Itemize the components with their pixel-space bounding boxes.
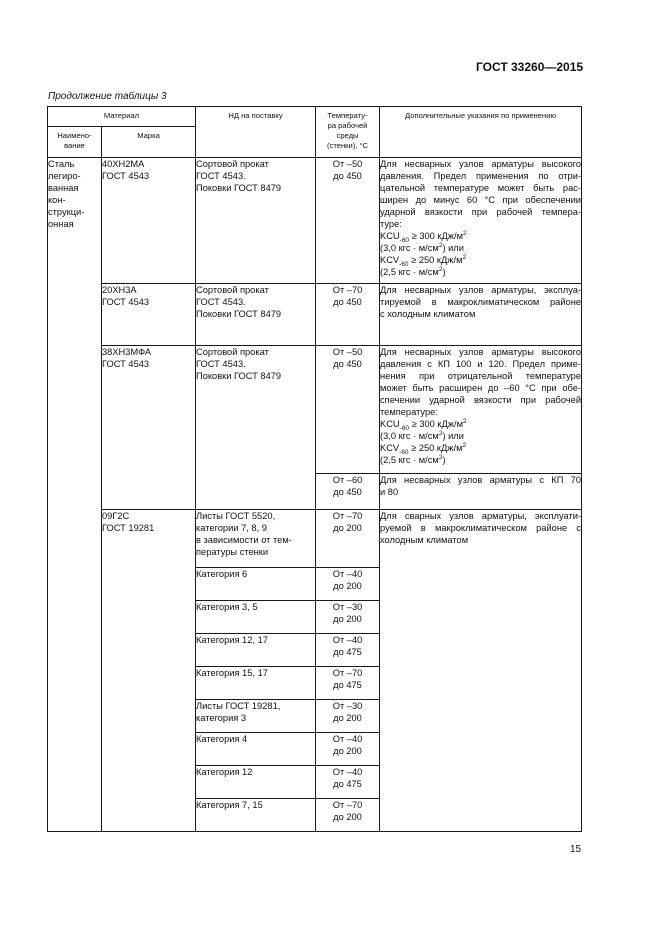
kcu-text: ≥ 300 кДж/м: [409, 419, 463, 429]
notes-line: холодным климатом: [380, 535, 469, 545]
kcv-text: ≥ 250 кДж/м: [408, 255, 463, 265]
nd-cell: [196, 766, 316, 799]
temp-line: От –40: [332, 569, 363, 579]
header-row-1: [48, 107, 582, 127]
kcu-kgs-sup: 2: [438, 241, 443, 249]
material-name-line: онная: [48, 219, 74, 229]
kcu-sup: 2: [462, 417, 467, 425]
temp-line: до 200: [333, 614, 362, 624]
kcu-text: ≥ 300 кДж/м: [409, 231, 463, 241]
nd-line: категории 7, 8, 9: [196, 523, 267, 533]
temp-line: до 200: [333, 812, 362, 822]
nd-line: Поковки ГОСТ 8479: [196, 183, 282, 193]
kcv-subscript: -60: [399, 448, 409, 456]
nd-line: Листы ГОСТ 5520,: [196, 511, 276, 521]
kcv-symbol: KCV: [380, 255, 400, 265]
nd-line: Сортовой прокат: [196, 159, 269, 169]
mark-line: 20ХН3А: [102, 285, 137, 295]
mark-cell: [102, 510, 196, 832]
temp-line: до 475: [333, 647, 362, 657]
kcv-value: [380, 254, 581, 266]
nd-cell: [196, 700, 316, 733]
temp-line: От –40: [332, 734, 363, 744]
header-material: Материал: [48, 107, 196, 127]
temp-cell: [316, 158, 380, 284]
table-caption: Продолжение таблицы 3: [48, 91, 167, 102]
notes-line: Для несварных узлов арматуры высокого: [380, 159, 582, 169]
notes-line: цательной температуре может быть рас-: [380, 183, 582, 193]
mark-line: ГОСТ 4543: [102, 171, 150, 181]
material-name-line: Сталь: [48, 159, 75, 169]
nd-line: категория 3: [196, 713, 247, 723]
temp-line: до 475: [333, 680, 362, 690]
kcv-kgs: [380, 266, 581, 278]
temp-cell: [316, 601, 380, 634]
nd-cell: [196, 733, 316, 766]
nd-cell: [196, 799, 316, 832]
header-name: [48, 127, 102, 158]
header-name-line: Наимено-: [57, 131, 92, 140]
kcu-kgs-sup: 2: [438, 429, 443, 437]
temp-cell: [316, 568, 380, 601]
notes-cell: [380, 158, 582, 284]
temp-line: От –70: [332, 511, 363, 521]
notes-line: спечении ударной вязкости при рабочей: [380, 395, 582, 405]
material-name-line: кон-: [48, 195, 66, 205]
nd-line: Категория 12: [196, 767, 253, 777]
temp-cell: [316, 733, 380, 766]
temp-cell: [316, 667, 380, 700]
nd-cell: [196, 284, 316, 346]
nd-line: Листы ГОСТ 19281,: [196, 701, 281, 711]
mark-line: 09Г2С: [102, 511, 130, 521]
notes-cell: [380, 474, 582, 510]
mark-line: ГОСТ 4543: [102, 359, 150, 369]
temp-cell: [316, 346, 380, 474]
nd-line: Поковки ГОСТ 8479: [196, 371, 282, 381]
page-number: 15: [570, 844, 582, 855]
temp-line: От –70: [332, 800, 363, 810]
kcv-kgs-end: ): [442, 455, 446, 465]
kcv-sup: 2: [462, 253, 467, 261]
notes-line: может быть расширен до –60 °С при обе-: [380, 383, 582, 393]
notes-line: давления с КП 100 и 120. Предел приме-: [380, 359, 582, 369]
header-mark: Марка: [102, 127, 196, 158]
header-temp-line: ра рабочей: [327, 121, 368, 130]
nd-line: Категория 4: [196, 734, 248, 744]
temp-cell: [316, 766, 380, 799]
kcu-kgs-text: (3,0 кгс · м/см: [380, 431, 439, 441]
kcu-kgs-end: ) или: [442, 431, 464, 441]
steel-table: [47, 106, 582, 832]
temp-cell: [316, 799, 380, 832]
kcv-value: [380, 442, 581, 454]
temp-line: От –40: [332, 767, 363, 777]
temp-line: От –30: [332, 701, 363, 711]
nd-line: Категория 6: [196, 569, 248, 579]
nd-line: в зависимости от тем-: [196, 535, 292, 545]
nd-line: Категория 7, 15: [196, 800, 263, 810]
material-name-line: струкци-: [48, 207, 85, 217]
kcv-kgs: [380, 454, 581, 466]
kcu-symbol: KCU: [380, 419, 400, 429]
material-name-line: легиро-: [48, 171, 81, 181]
notes-line: и 80: [380, 487, 399, 497]
notes-line: ширен до минус 60 °С при обеспечении: [380, 195, 582, 205]
nd-line: Поковки ГОСТ 8479: [196, 309, 282, 319]
nd-line: Категория 12, 17: [196, 635, 268, 645]
header-notes: Дополнительные указания по применению: [380, 107, 582, 158]
temp-line: От –50: [332, 159, 363, 169]
kcv-sup: 2: [462, 441, 467, 449]
notes-line: с холодным климатом: [380, 309, 476, 319]
nd-cell: [196, 634, 316, 667]
nd-line: ГОСТ 4543.: [196, 359, 246, 369]
mark-cell: [102, 284, 196, 346]
kcv-subscript: -60: [399, 260, 409, 268]
nd-cell: [196, 568, 316, 601]
notes-line: Для несварных узлов арматуры с КП 70: [380, 475, 582, 485]
temp-line: до 200: [333, 713, 362, 723]
kcu-kgs: [380, 242, 581, 254]
kcu-sup: 2: [462, 229, 467, 237]
mark-cell: [102, 346, 196, 510]
temp-line: до 450: [333, 297, 362, 307]
nd-line: ГОСТ 4543.: [196, 297, 246, 307]
notes-cell: [380, 510, 582, 832]
temp-line: От –50: [332, 347, 363, 357]
notes-line: ударной вязкости при рабочей темпера-: [380, 207, 582, 217]
temp-line: до 200: [333, 581, 362, 591]
nd-line: Категория 3, 5: [196, 602, 258, 612]
temp-line: От –30: [332, 602, 363, 612]
mark-line: 40ХН2МА: [102, 159, 145, 169]
notes-cell: [380, 284, 582, 346]
table-row: [48, 284, 582, 346]
notes-line: руемой в макроклиматическом районе с: [380, 523, 582, 533]
header-temp: [316, 107, 380, 158]
temp-cell: [316, 510, 380, 568]
notes-line: тируемой в макроклиматическом районе: [380, 297, 582, 307]
temp-cell: [316, 700, 380, 733]
material-name-line: ванная: [48, 183, 79, 193]
table-row: [48, 158, 582, 284]
kcv-kgs-text: (2,5 кгс · м/см: [380, 455, 439, 465]
nd-cell: [196, 510, 316, 568]
notes-line: температуре:: [380, 407, 438, 417]
header-name-line: вание: [64, 141, 85, 150]
mark-line: ГОСТ 19281: [102, 523, 155, 533]
nd-line: Категория 15, 17: [196, 668, 268, 678]
temp-cell: [316, 474, 380, 510]
table-row: [48, 510, 582, 568]
material-name-cell: [48, 158, 102, 832]
nd-cell: [196, 667, 316, 700]
temp-line: до 200: [333, 746, 362, 756]
temp-cell: [316, 284, 380, 346]
kcu-value: [380, 418, 581, 430]
temp-line: От –70: [332, 285, 363, 295]
nd-line: ГОСТ 4543.: [196, 171, 246, 181]
kcu-kgs-end: ) или: [442, 243, 464, 253]
mark-line: ГОСТ 4543: [102, 297, 150, 307]
temp-line: От –40: [332, 635, 363, 645]
mark-line: 38ХН3МФА: [102, 347, 152, 357]
header-temp-line: (стенки), °С: [327, 141, 368, 150]
kcu-symbol: KCU: [380, 231, 400, 241]
mark-cell: [102, 158, 196, 284]
temp-line: до 450: [333, 359, 362, 369]
notes-line: Для несварных узлов арматуры, эксплуа-: [380, 285, 582, 295]
temp-line: От –60: [332, 475, 363, 485]
nd-cell: [196, 601, 316, 634]
nd-line: Сортовой прокат: [196, 347, 269, 357]
temp-line: до 450: [333, 171, 362, 181]
kcv-kgs-text: (2,5 кгс · м/см: [380, 267, 439, 277]
temp-line: до 200: [333, 523, 362, 533]
standard-number: ГОСТ 33260—2015: [476, 60, 584, 74]
temp-cell: [316, 634, 380, 667]
temp-line: до 450: [333, 487, 362, 497]
kcu-kgs-text: (3,0 кгс · м/см: [380, 243, 439, 253]
kcu-subscript: -60: [399, 236, 410, 244]
kcv-symbol: KCV: [380, 443, 400, 453]
header-temp-line: Температу-: [327, 111, 368, 120]
nd-cell: [196, 346, 316, 510]
kcu-kgs: [380, 430, 581, 442]
notes-line: нения при отрицательной температуре: [380, 371, 582, 381]
notes-line: давления. Предел применения по отри-: [380, 171, 582, 181]
kcv-kgs-sup: 2: [438, 265, 443, 273]
notes-line: Для несварных узлов арматуры высокого: [380, 347, 582, 357]
nd-cell: [196, 158, 316, 284]
kcu-value: [380, 230, 581, 242]
header-temp-line: среды: [336, 131, 359, 140]
kcv-kgs-sup: 2: [438, 453, 443, 461]
notes-cell: [380, 346, 582, 474]
kcu-subscript: -60: [399, 424, 410, 432]
kcv-kgs-end: ): [442, 267, 446, 277]
table-row: [48, 346, 582, 474]
header-nd: НД на поставку: [196, 107, 316, 158]
notes-line: туре:: [380, 219, 402, 229]
temp-line: до 475: [333, 779, 362, 789]
temp-line: От –70: [332, 668, 363, 678]
kcv-text: ≥ 250 кДж/м: [408, 443, 463, 453]
nd-line: пературы стенки: [196, 547, 269, 557]
nd-line: Сортовой прокат: [196, 285, 269, 295]
notes-line: Для сварных узлов арматуры, эксплуати-: [380, 511, 582, 521]
